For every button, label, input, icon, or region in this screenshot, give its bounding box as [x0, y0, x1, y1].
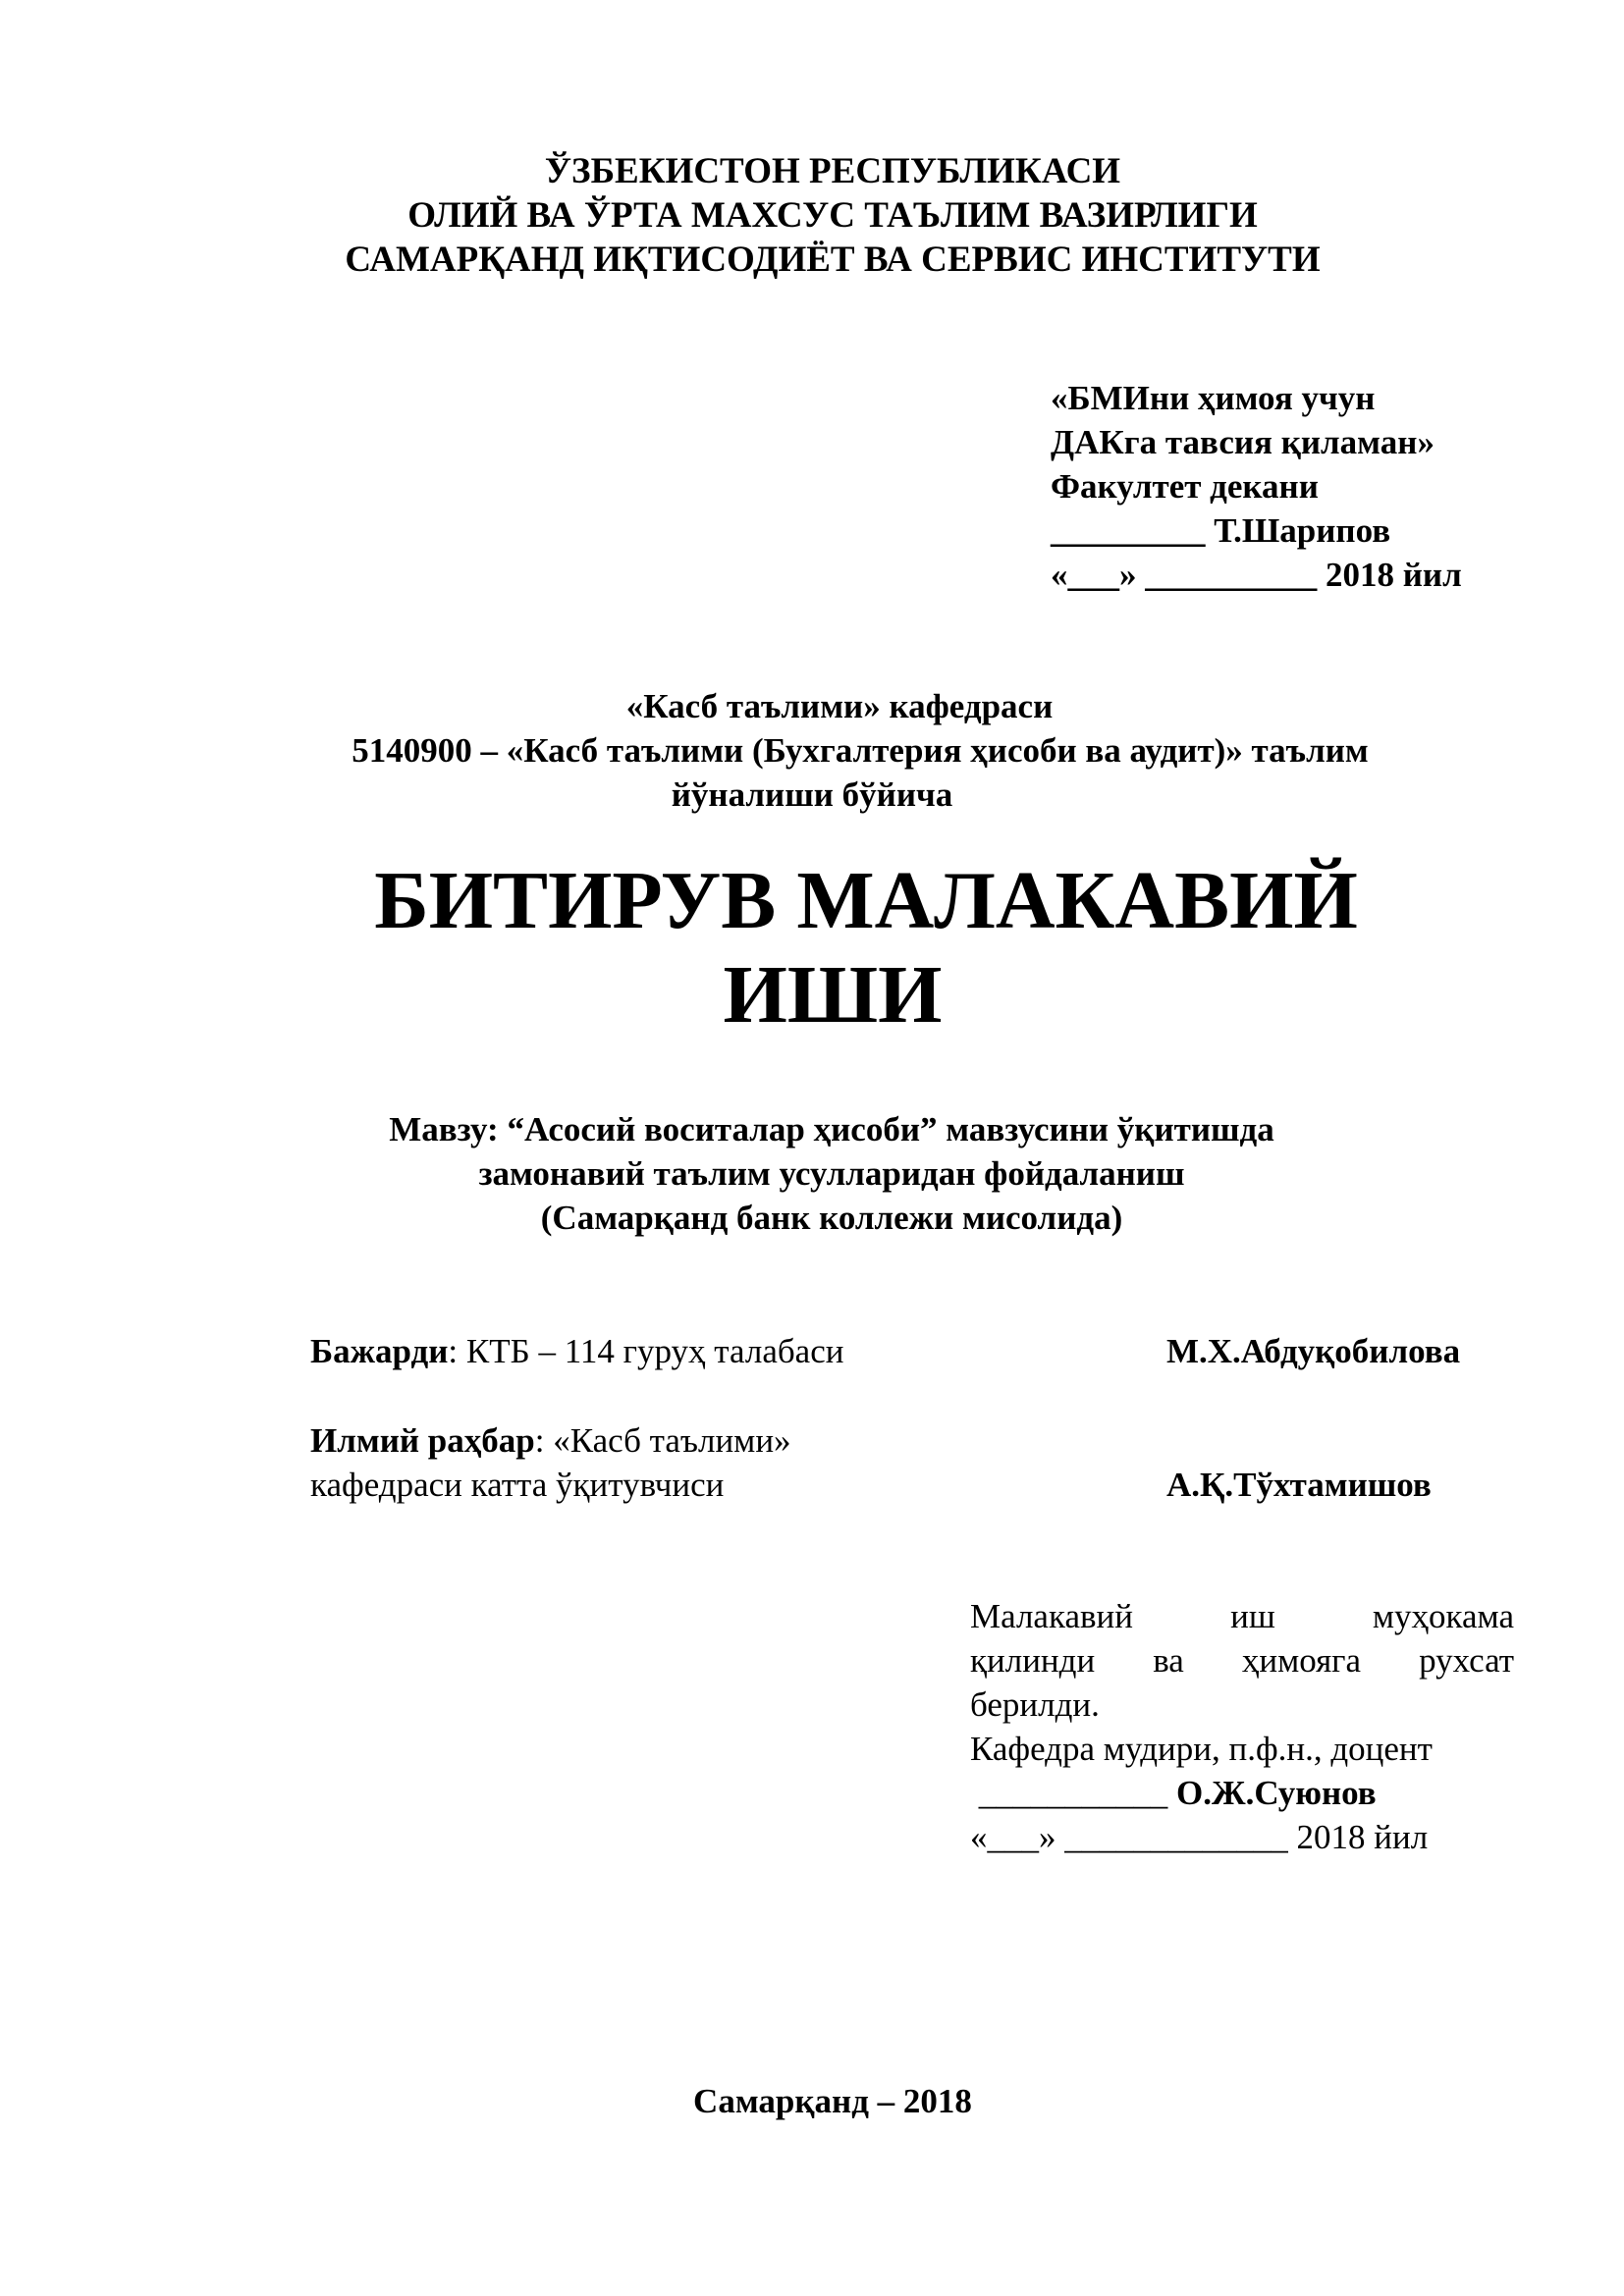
supervisor-name: А.Қ.Тўхтамишов: [1166, 1466, 1432, 1504]
approval-line-3: Факултет декани: [1051, 467, 1319, 506]
approval-line-1: «БМИни ҳимоя учун: [1051, 379, 1376, 417]
discussion-line-1: Малакавий иш муҳокама: [970, 1597, 1514, 1635]
approval-line-2: ДАКга тавсия қиламан»: [1051, 423, 1435, 461]
city-year-footer: [0, 2079, 1624, 2123]
supervisor-position: кафедраси катта ўқитувчиси: [310, 1466, 725, 1504]
head-signature-blank: ___________: [970, 1774, 1176, 1812]
header-line-ministry: ОЛИЙ ВА ЎРТА МАХСУС ТАЪЛИМ ВАЗИРЛИГИ: [407, 195, 1258, 236]
ministry-header: [0, 149, 1624, 282]
city-year: Самарқанд – 2018: [693, 2082, 972, 2120]
topic-line-2: замонавий таълим усулларидан фойдаланиш: [478, 1154, 1185, 1193]
approval-date-line: «___» __________ 2018 йил: [1051, 556, 1462, 594]
approval-signature-line: _________ Т.Шарипов: [1051, 511, 1391, 550]
performer-name: М.Х.Абдуқобилова: [1166, 1332, 1461, 1370]
discussion-line-2: қилинди ва ҳимояга рухсат: [970, 1641, 1514, 1680]
performer-info: [310, 1329, 843, 1373]
supervisor-label: Илмий раҳбар: [310, 1421, 535, 1460]
department-name: «Касб таълими» кафедраси: [625, 687, 1054, 725]
discussion-date-line: «___» _____________ 2018 йил: [970, 1818, 1429, 1856]
topic-block: [0, 1107, 1624, 1240]
performer-text: : КТБ – 114 гуруҳ талабаси: [448, 1332, 844, 1370]
header-line-institute: САМАРҚАНД ИҚТИСОДИЁТ ВА СЕРВИС ИНСТИТУТИ: [345, 240, 1321, 280]
performer-label: Бажарди: [310, 1332, 449, 1370]
title-line-2: ИШИ: [723, 949, 943, 1041]
document-title: [0, 854, 1624, 1042]
supervisor-info: [310, 1418, 791, 1463]
head-of-department-title: Кафедра мудири, п.ф.н., доцент: [970, 1730, 1433, 1768]
discussion-approval-block: [970, 1594, 1514, 1859]
discussion-line-3: берилди.: [970, 1685, 1100, 1724]
head-of-department-name: О.Ж.Суюнов: [1176, 1774, 1377, 1812]
topic-line-1: Мавзу: “Асосий воситалар ҳисоби” мавзусини ўқитишда: [389, 1110, 1274, 1148]
dean-approval-block: [1051, 376, 1462, 597]
specialty-line: 5140900 – «Касб таълими (Бухгалтерия ҳисоби ва аудит)» таълим: [352, 731, 1369, 770]
specialty-line-continued: йўналиши бўйича: [671, 775, 953, 814]
title-line-1: БИТИРУВ МАЛАКАВИЙ: [374, 855, 1358, 946]
head-signature-line: [970, 1771, 1514, 1815]
supervisor-text: : «Касб таълими»: [534, 1421, 791, 1460]
topic-line-3: (Самарқанд банк коллежи мисолида): [540, 1199, 1123, 1237]
header-line-republic: ЎЗБЕКИСТОН РЕСПУБЛИКАСИ: [544, 151, 1121, 191]
department-block: [0, 684, 1624, 817]
